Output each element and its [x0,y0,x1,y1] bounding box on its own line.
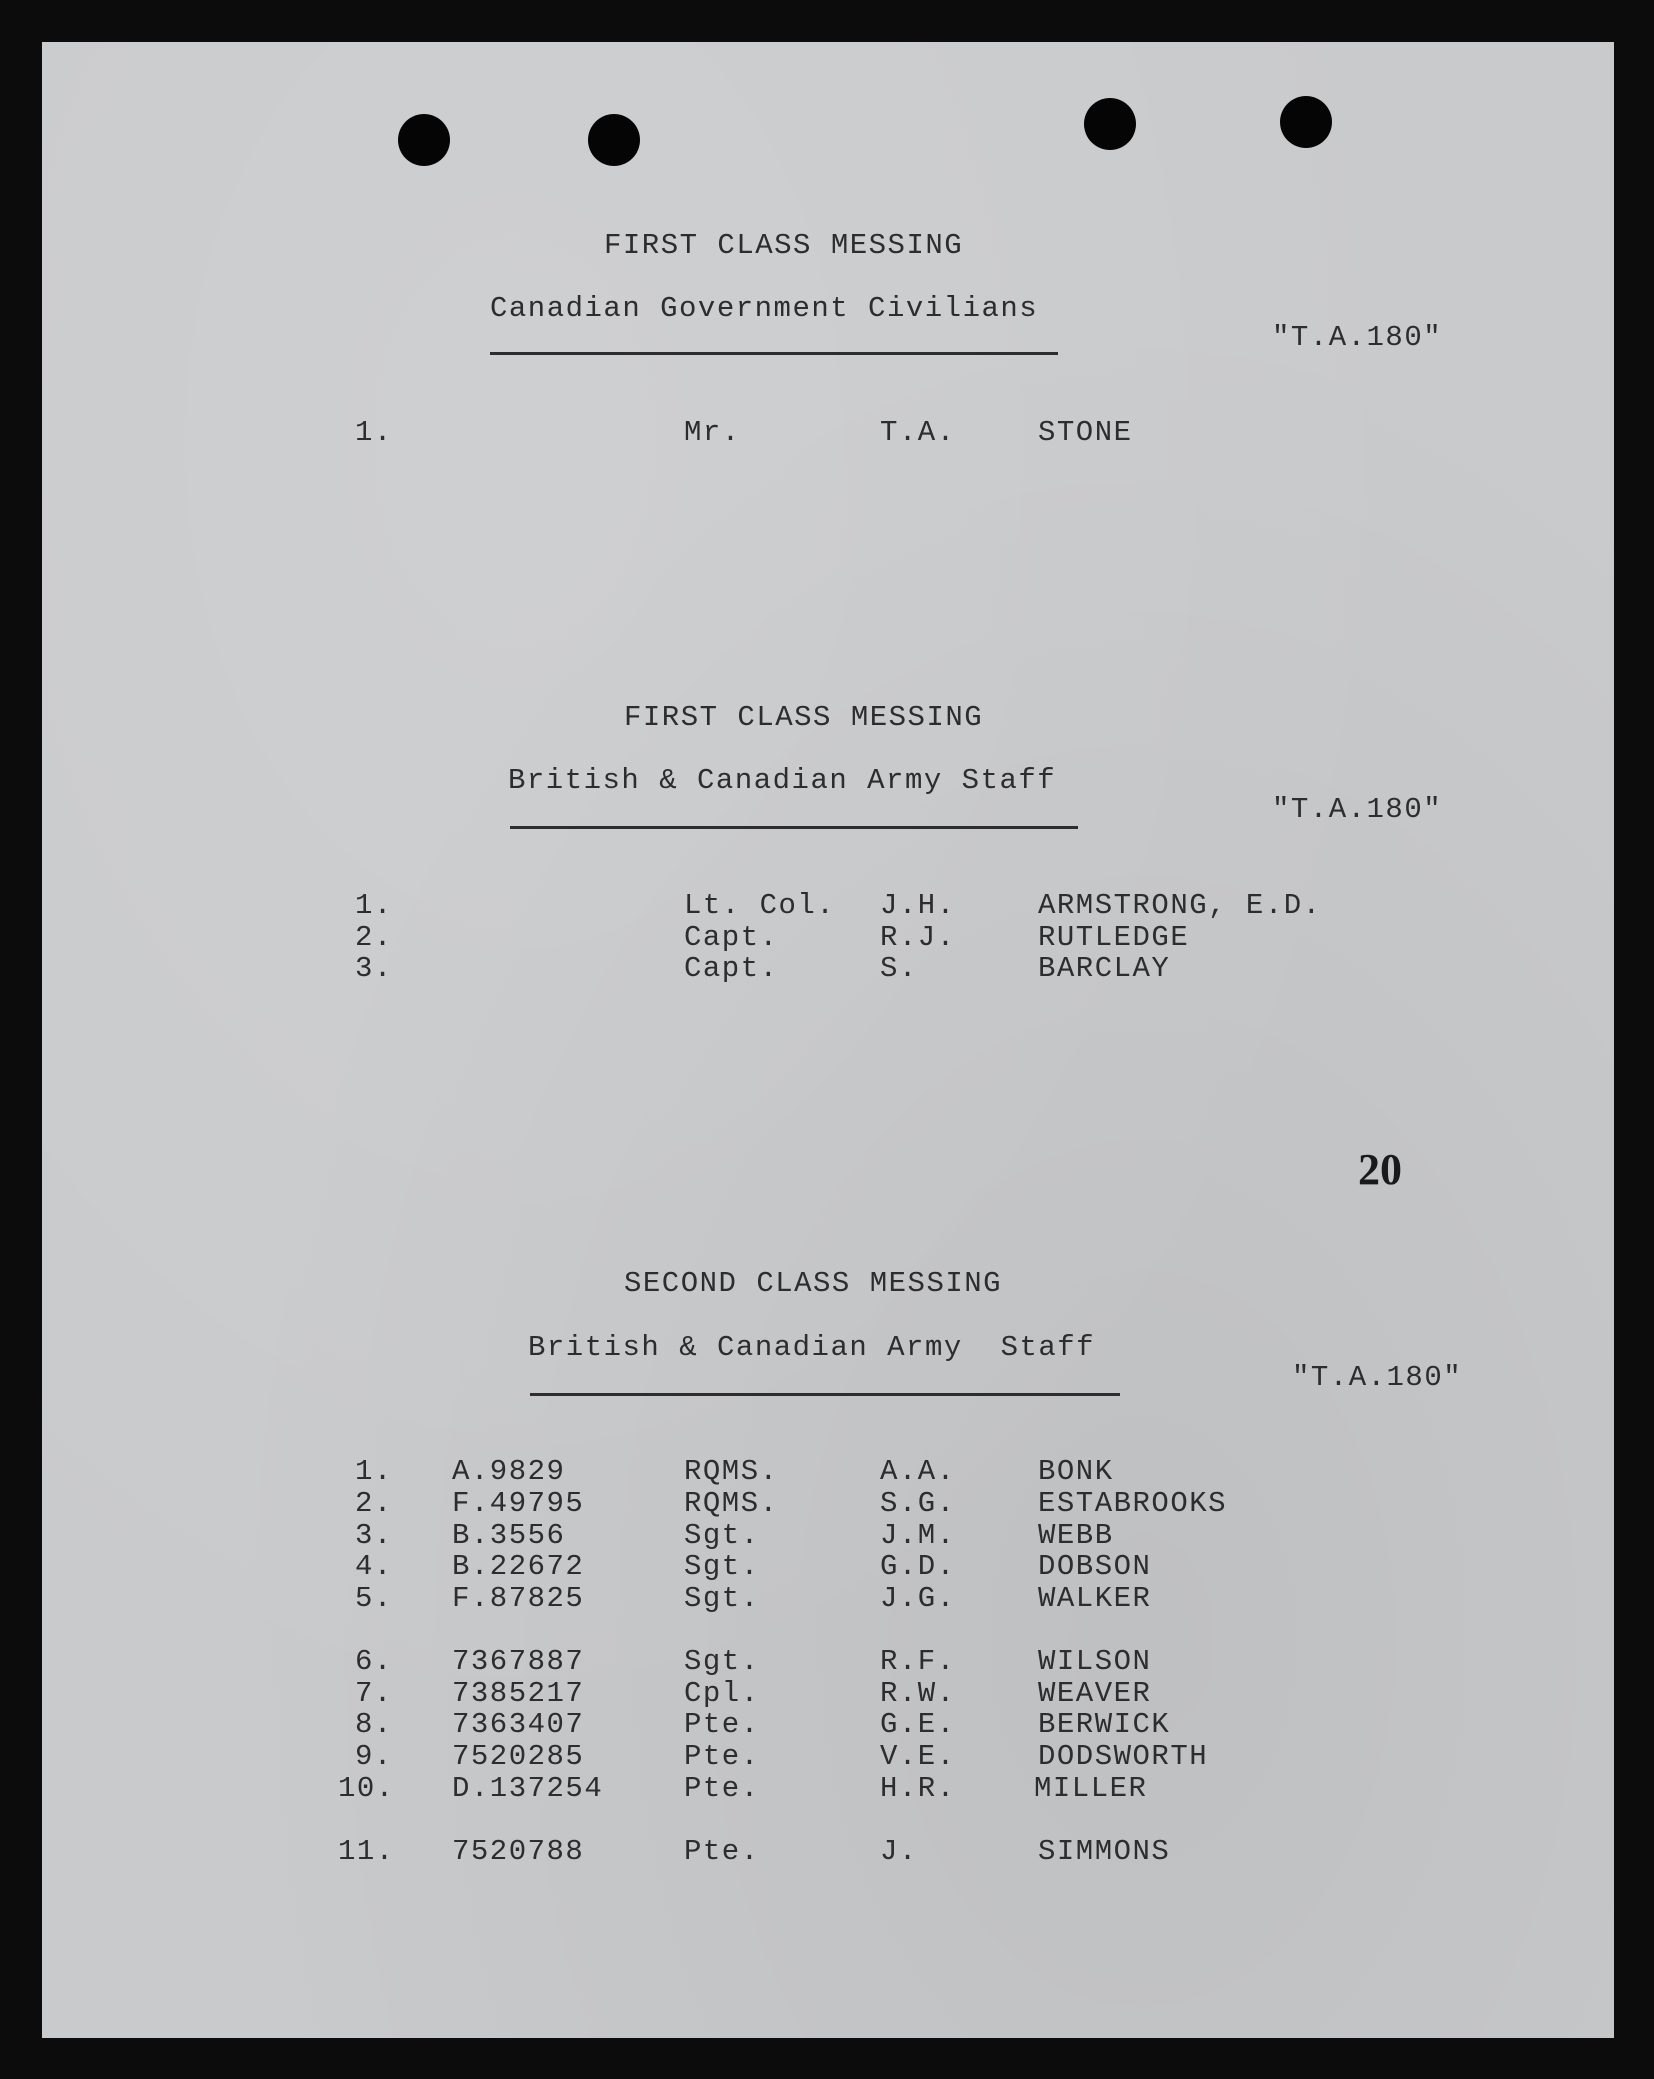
entry-name: ESTABROOKS [1038,1487,1228,1520]
entry-name: MILLER [1034,1772,1148,1805]
punch-hole [1084,98,1136,150]
section-heading: FIRST CLASS MESSING [604,229,964,262]
entry-initials: R.W. [880,1677,956,1710]
entry-index: 1. [355,416,393,449]
entry-initials: G.D. [880,1550,956,1583]
entry-name: DOBSON [1038,1550,1152,1583]
entry-service-number: 7520285 [452,1740,585,1773]
reference-code: "T.A.180" [1292,1361,1463,1394]
section-subheading: British & Canadian Army Staff [508,764,1057,797]
entry-rank: Sgt. [684,1645,760,1678]
entry-index: 5. [355,1582,393,1615]
entry-initials: T.A. [880,416,956,449]
punch-hole [398,114,450,166]
entry-name: DODSWORTH [1038,1740,1209,1773]
entry-initials: J.G. [880,1582,956,1615]
entry-rank: Pte. [684,1772,760,1805]
entry-rank: Pte. [684,1835,760,1868]
entry-index: 6. [355,1645,393,1678]
entry-initials: V.E. [880,1740,956,1773]
entry-index: 8. [355,1708,393,1741]
entry-initials: S. [880,952,918,985]
section-heading: SECOND CLASS MESSING [624,1267,1003,1300]
entry-name: WEBB [1038,1519,1114,1552]
entry-initials: J.M. [880,1519,956,1552]
entry-name: WILSON [1038,1645,1152,1678]
reference-code: "T.A.180" [1272,793,1443,826]
entry-index: 2. [355,921,393,954]
entry-index: 1. [355,889,393,922]
page-number: 20 [1358,1145,1402,1194]
entry-rank: Capt. [684,952,779,985]
entry-service-number: 7367887 [452,1645,585,1678]
entry-rank: Pte. [684,1740,760,1773]
entry-name: WALKER [1038,1582,1152,1615]
entry-service-number: 7385217 [452,1677,585,1710]
entry-rank: Sgt. [684,1582,760,1615]
entry-name: BARCLAY [1038,952,1171,985]
entry-initials: H.R. [880,1772,956,1805]
entry-service-number: D.137254 [452,1772,604,1805]
entry-rank: Sgt. [684,1519,760,1552]
entry-service-number: F.87825 [452,1582,585,1615]
entry-service-number: B.22672 [452,1550,585,1583]
underline [530,1393,1120,1396]
entry-service-number: A.9829 [452,1455,566,1488]
entry-service-number: B.3556 [452,1519,566,1552]
entry-name: RUTLEDGE [1038,921,1190,954]
underline [510,826,1078,829]
entry-rank: Pte. [684,1708,760,1741]
entry-index: 7. [355,1677,393,1710]
punch-hole [588,114,640,166]
punch-hole [1280,96,1332,148]
entry-index: 4. [355,1550,393,1583]
entry-index: 10. [338,1772,395,1805]
entry-initials: G.E. [880,1708,956,1741]
entry-initials: A.A. [880,1455,956,1488]
entry-service-number: F.49795 [452,1487,585,1520]
entry-rank: Cpl. [684,1677,760,1710]
section-subheading: Canadian Government Civilians [490,292,1039,325]
entry-rank: Sgt. [684,1550,760,1583]
entry-index: 3. [355,1519,393,1552]
entry-rank: Mr. [684,416,741,449]
entry-rank: Lt. Col. [684,889,836,922]
entry-rank: RQMS. [684,1487,779,1520]
entry-name: BERWICK [1038,1708,1171,1741]
entry-index: 2. [355,1487,393,1520]
entry-index: 11. [338,1835,395,1868]
entry-rank: Capt. [684,921,779,954]
entry-name: BONK [1038,1455,1114,1488]
section-subheading: British & Canadian Army Staff [528,1331,1096,1364]
section-heading: FIRST CLASS MESSING [624,701,984,734]
entry-service-number: 7520788 [452,1835,585,1868]
entry-index: 9. [355,1740,393,1773]
reference-code: "T.A.180" [1272,321,1443,354]
entry-name: WEAVER [1038,1677,1152,1710]
entry-initials: R.J. [880,921,956,954]
entry-name: STONE [1038,416,1133,449]
entry-initials: R.F. [880,1645,956,1678]
entry-index: 1. [355,1455,393,1488]
entry-initials: S.G. [880,1487,956,1520]
underline [490,352,1058,355]
entry-name: SIMMONS [1038,1835,1171,1868]
entry-initials: J.H. [880,889,956,922]
entry-initials: J. [880,1835,918,1868]
entry-name: ARMSTRONG, E.D. [1038,889,1322,922]
entry-service-number: 7363407 [452,1708,585,1741]
entry-index: 3. [355,952,393,985]
entry-rank: RQMS. [684,1455,779,1488]
